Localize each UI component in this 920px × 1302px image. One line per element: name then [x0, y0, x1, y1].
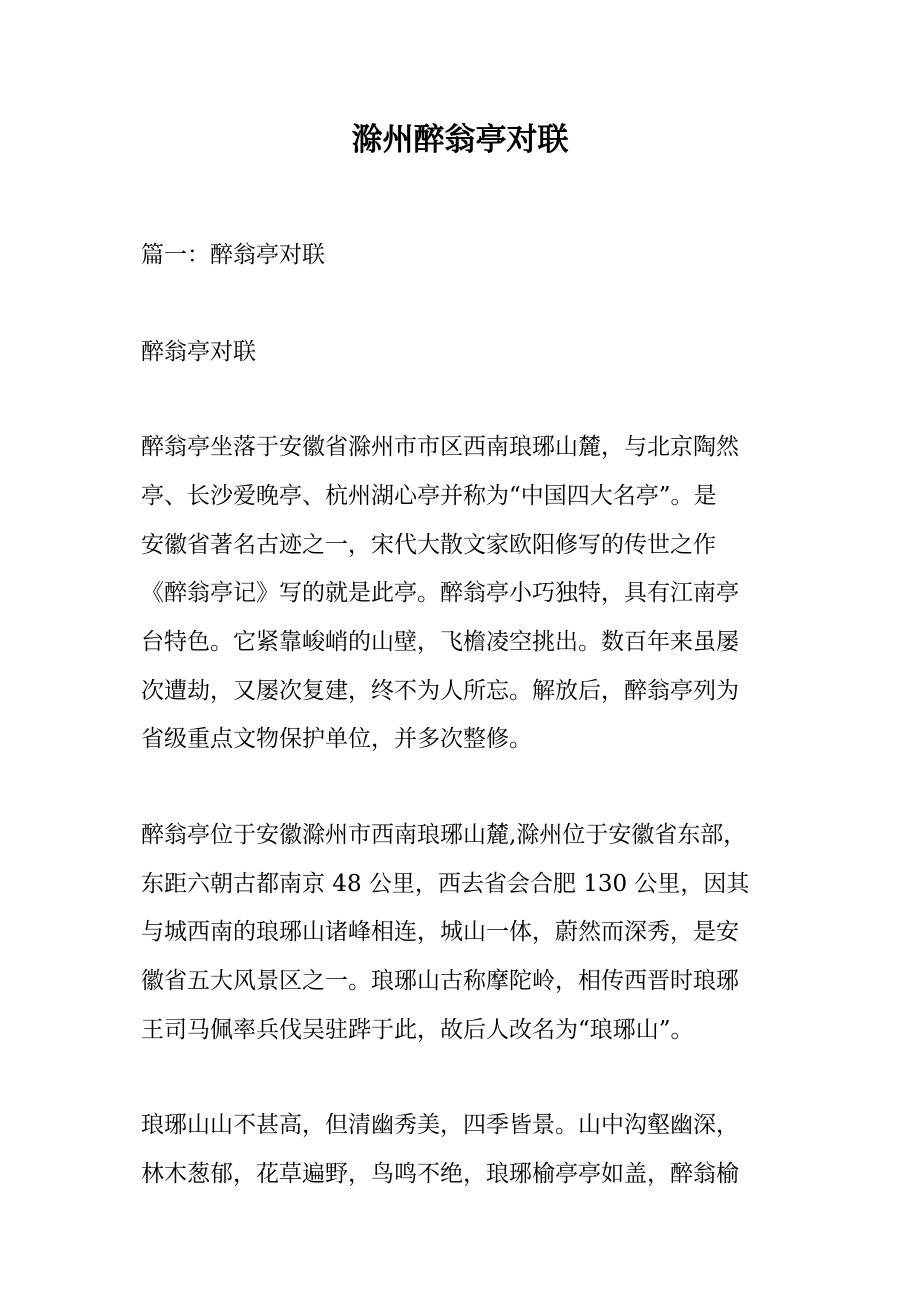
paragraph-line: 王司马佩率兵伐吴驻跸于此，故后人改名为“琅琊山”。	[141, 1017, 694, 1043]
paragraph-line: 次遭劫，又屡次复建，终不为人所忘。解放后，醉翁亭列为	[141, 678, 739, 704]
paragraph-line: 琅琊山山不甚高，但清幽秀美，四季皆景。山中沟壑幽深，	[141, 1112, 739, 1138]
paragraph-line: 醉翁亭位于安徽滁州市西南琅琊山麓,滁州位于安徽省东部，	[141, 822, 747, 848]
paragraph-line: 与城西南的琅琊山诸峰相连，城山一体，蔚然而深秀，是安	[141, 919, 739, 945]
paragraph-line: 《醉翁亭记》写的就是此亭。醉翁亭小巧独特，具有江南亭	[141, 580, 739, 606]
paragraph-line: 安徽省著名古迹之一，宋代大散文家欧阳修写的传世之作	[141, 532, 716, 558]
paragraph-line: 林木葱郁，花草遍野，鸟鸣不绝，琅琊榆亭亭如盖，醉翁榆	[141, 1161, 739, 1187]
paragraph-line: 东距六朝古都南京 48 公里，西去省会合肥 130 公里，因其	[141, 871, 750, 897]
paragraph-line: 亭、长沙爱晚亭、杭州湖心亭并称为“中国四大名亭”。是	[141, 483, 717, 509]
paragraph-line: 醉翁亭坐落于安徽省滁州市市区西南琅琊山麓，与北京陶然	[141, 434, 739, 460]
paragraph-line: 省级重点文物保护单位，并多次整修。	[141, 726, 532, 752]
paragraph-line: 台特色。它紧靠峻峭的山壁，飞檐凌空挑出。数百年来虽屡	[141, 629, 739, 655]
subheading: 醉翁亭对联	[141, 339, 256, 365]
section-heading: 篇一：醉翁亭对联	[141, 242, 325, 268]
document-title: 滁州醉翁亭对联	[351, 122, 569, 158]
paragraph-line: 徽省五大风景区之一。琅琊山古称摩陀岭，相传西晋时琅琊	[141, 968, 739, 994]
